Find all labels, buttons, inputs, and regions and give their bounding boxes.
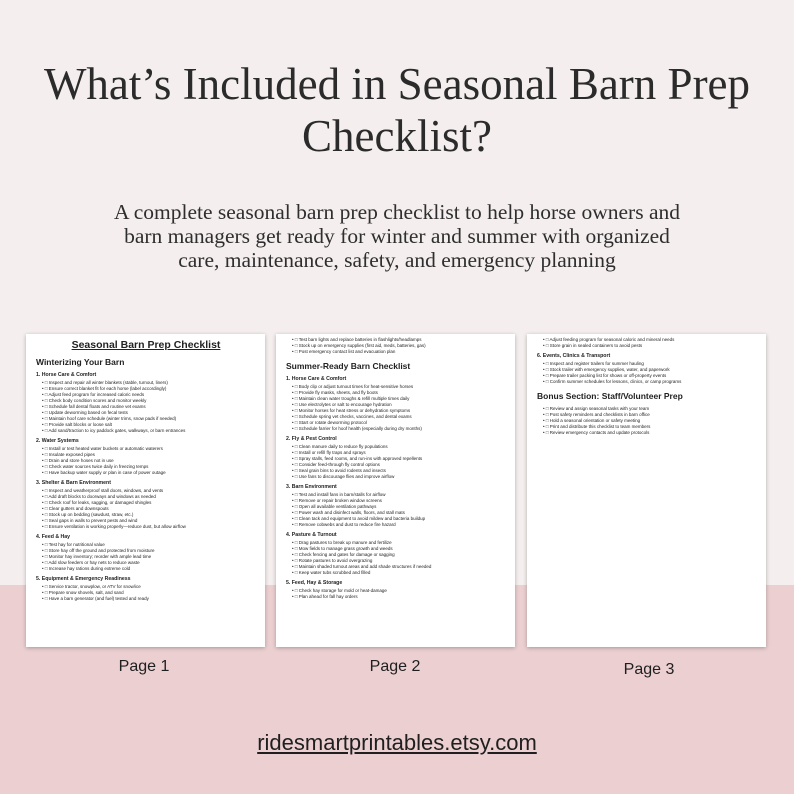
checklist-item: • □ Review emergency contacts and update protocols (537, 430, 757, 436)
checklist-item: • □ Seal grain bins to avoid rodents and insects (286, 468, 506, 474)
checklist-item: • □ Mow fields to manage grass growth and weeds (286, 546, 506, 552)
checklist-item: • □ Insulate exposed pipes (36, 452, 256, 458)
checklist-item: • □ Stock up on emergency supplies (first aid, meds, batteries, gas) (286, 343, 506, 349)
checklist-item: • □ Start or rotate deworming protocol (286, 420, 506, 426)
checklist-item: • □ Open all available ventilation pathways (286, 504, 506, 510)
shop-link[interactable]: ridesmartprintables.etsy.com (257, 730, 537, 755)
section-heading: 1. Horse Care & Comfort (36, 372, 97, 378)
checklist-item: • □ Maintain clean water troughs & refill multiple times daily (286, 396, 506, 402)
page3-sections (537, 353, 757, 385)
checklist-item: • □ Post emergency contact list and evacuation plan (286, 349, 506, 355)
section-heading: 5. Equipment & Emergency Readiness (36, 576, 131, 582)
title-line-1: What’s Included in Seasonal Barn Prep (43, 59, 751, 109)
checklist-item: • □ Print and distribute this checklist to team members (537, 424, 757, 430)
preview-page-2 (276, 334, 515, 647)
checklist-item: • □ Test barn lights and replace batteries in flashlights/headlamps (286, 337, 506, 343)
subtitle-line-2: barn managers get ready for winter and summer with organized (124, 224, 670, 248)
bonus-section-title: Bonus Section: Staff/Volunteer Prep (537, 391, 683, 401)
subtitle-line-1: A complete seasonal barn prep checklist to help horse owners and (114, 200, 680, 224)
checklist-item: • □ Check fencing and gates for damage or sagging (286, 552, 506, 558)
checklist-item: • □ Schedule spring vet checks, vaccines, and dental exams (286, 414, 506, 420)
checklist-item: • □ Clean tack and equipment to avoid mildew and bacteria buildup (286, 516, 506, 522)
checklist-item: • □ Service tractor, snowplow, or ATV for snow/ice (36, 584, 256, 590)
checklist-item: • □ Provide salt blocks or loose salt (36, 422, 256, 428)
checklist-item: • □ Schedule farrier for hoof health (especially during dry months) (286, 426, 506, 432)
section-heading: 4. Feed & Hay (36, 534, 71, 540)
part-title-summer: Summer-Ready Barn Checklist (286, 361, 411, 371)
title-line-2: Checklist? (302, 111, 492, 161)
section-heading: 3. Barn Environment (286, 484, 337, 490)
checklist-item: • □ Schedule fall dental floats and routine vet exams (36, 404, 256, 410)
part-title-winter: Winterizing Your Barn (36, 357, 125, 367)
checklist-item: • □ Adjust feeding program for seasonal caloric and mineral needs (537, 337, 757, 343)
subtitle (60, 200, 734, 272)
section-heading: 6. Events, Clinics & Transport (537, 353, 611, 359)
checklist-item: • □ Test and install fans in barn/stalls for airflow (286, 492, 506, 498)
checklist-item: • □ Stock up on bedding (sawdust, straw, etc.) (36, 512, 256, 518)
checklist-item: • □ Inspect and weatherproof stall doors, windows, and vents (36, 488, 256, 494)
checklist-item: • □ Confirm summer schedules for lessons, clinics, or camp programs (537, 379, 757, 385)
checklist-item: • □ Use electrolytes or salt to encourage hydration (286, 402, 506, 408)
page-3-label: Page 3 (623, 661, 675, 678)
checklist-item: • □ Seal gaps in walls to prevent pests and wind (36, 518, 256, 524)
checklist-item: • □ Install or refill fly traps and sprays (286, 450, 506, 456)
checklist-item: • □ Inspect and repair all winter blankets (stable, turnout, liners) (36, 380, 256, 386)
checklist-item: • □ Review and assign seasonal tasks with your team (537, 406, 757, 412)
page-1-label: Page 1 (118, 658, 170, 675)
checklist-item: • □ Prepare snow shovels, salt, and sand (36, 590, 256, 596)
checklist-item: • □ Check roof for leaks, sagging, or damaged shingles (36, 500, 256, 506)
checklist-item: • □ Use fans to discourage flies and improve airflow (286, 474, 506, 480)
checklist-item: • □ Store grain in sealed containers to avoid pests (537, 343, 757, 349)
checklist-item: • □ Add sand/traction to icy paddock gates, walkways, or barn entrances (36, 428, 256, 434)
section-heading: 2. Water Systems (36, 438, 79, 444)
checklist-item: • □ Monitor horses for heat stress or dehydration symptoms (286, 408, 506, 414)
checklist-item: • □ Install or test heated water buckets or automatic waterers (36, 446, 256, 452)
checklist-item: • □ Consider feed-through fly control options (286, 462, 506, 468)
checklist-item: • □ Update deworming based on fecal tests (36, 410, 256, 416)
checklist-item: • □ Ensure correct blanket fit for each horse (label accordingly) (36, 386, 256, 392)
checklist-item: • □ Rotate pastures to avoid overgrazing (286, 558, 506, 564)
checklist-item: • □ Provide fly masks, sheets, and fly boots (286, 390, 506, 396)
subtitle-line-3: care, maintenance, safety, and emergency planning (178, 248, 616, 272)
checklist-item: • □ Clear gutters and downspouts (36, 506, 256, 512)
checklist-item: • □ Have a barn generator (and fuel) tested and ready (36, 596, 256, 602)
preview-page-3 (527, 334, 766, 647)
checklist-item: • □ Power wash and disinfect walls, floors, and stall mats (286, 510, 506, 516)
checklist-item: • □ Remove or repair broken window screens (286, 498, 506, 504)
checklist-item: • □ Stock trailer with emergency supplies, water, and paperwork (537, 367, 757, 373)
checklist-item: • □ Add draft blocks to doorways and windows as needed (36, 494, 256, 500)
checklist-item: • □ Prepare trailer packing list for shows or off-property events (537, 373, 757, 379)
checklist-item: • □ Maintain hoof care schedule (winter trims, snow pads if needed) (36, 416, 256, 422)
section-heading: 3. Shelter & Barn Environment (36, 480, 111, 486)
section-heading: 4. Pasture & Turnout (286, 532, 337, 538)
checklist-item: • □ Plan ahead for fall hay orders (286, 594, 506, 600)
page1-sections (36, 372, 256, 602)
checklist-item: • □ Maintain shaded turnout areas and add shade structures if needed (286, 564, 506, 570)
checklist-title: Seasonal Barn Prep Checklist (71, 339, 221, 351)
section-heading: 5. Feed, Hay & Storage (286, 580, 343, 586)
checklist-item: • □ Post safety reminders and checklists in barn office (537, 412, 757, 418)
checklist-item: • □ Hold a seasonal orientation or safety meeting (537, 418, 757, 424)
checklist-item: • □ Drain and store hoses not in use (36, 458, 256, 464)
checklist-item: • □ Ensure ventilation is working properly—reduce dust, but allow airflow (36, 524, 256, 530)
bonus-items (537, 406, 757, 436)
section-heading: 2. Fly & Pest Control (286, 436, 337, 442)
page2-sections (286, 376, 506, 600)
checklist-item: • □ Check hay storage for mold or heat-damage (286, 588, 506, 594)
page2-top-items (286, 337, 506, 355)
checklist-item: • □ Have backup water supply or plan in case of power outage (36, 470, 256, 476)
checklist-item: • □ Monitor hay inventory; reorder with ample lead time (36, 554, 256, 560)
checklist-item: • □ Clean manure daily to reduce fly populations (286, 444, 506, 450)
checklist-item: • □ Spray stalls, feed rooms, and run-ins with approved repellents (286, 456, 506, 462)
section-heading: 1. Horse Care & Comfort (286, 376, 347, 382)
checklist-item: • □ Adjust feed program for increased caloric needs (36, 392, 256, 398)
checklist-item: • □ Store hay off the ground and protected from moisture (36, 548, 256, 554)
checklist-item: • □ Check water sources twice daily in freezing temps (36, 464, 256, 470)
checklist-item: • □ Drag pastures to break up manure and fertilize (286, 540, 506, 546)
checklist-item: • □ Check body condition scores and monitor weekly (36, 398, 256, 404)
page3-top-items (537, 337, 757, 349)
checklist-item: • □ Increase hay rations during extreme cold (36, 566, 256, 572)
checklist-item: • □ Inspect and register trailers for summer hauling (537, 361, 757, 367)
checklist-item: • □ Keep water tubs scrubbed and filled (286, 570, 506, 576)
checklist-item: • □ Test hay for nutritional value (36, 542, 256, 548)
page-2-label: Page 2 (369, 658, 421, 675)
preview-page-1 (26, 334, 265, 647)
page-title (0, 58, 794, 162)
checklist-item: • □ Body clip or adjust turnout times for heat-sensitive horses (286, 384, 506, 390)
checklist-item: • □ Remove cobwebs and dust to reduce fire hazard (286, 522, 506, 528)
checklist-item: • □ Add slow feeders or hay nets to reduce waste (36, 560, 256, 566)
